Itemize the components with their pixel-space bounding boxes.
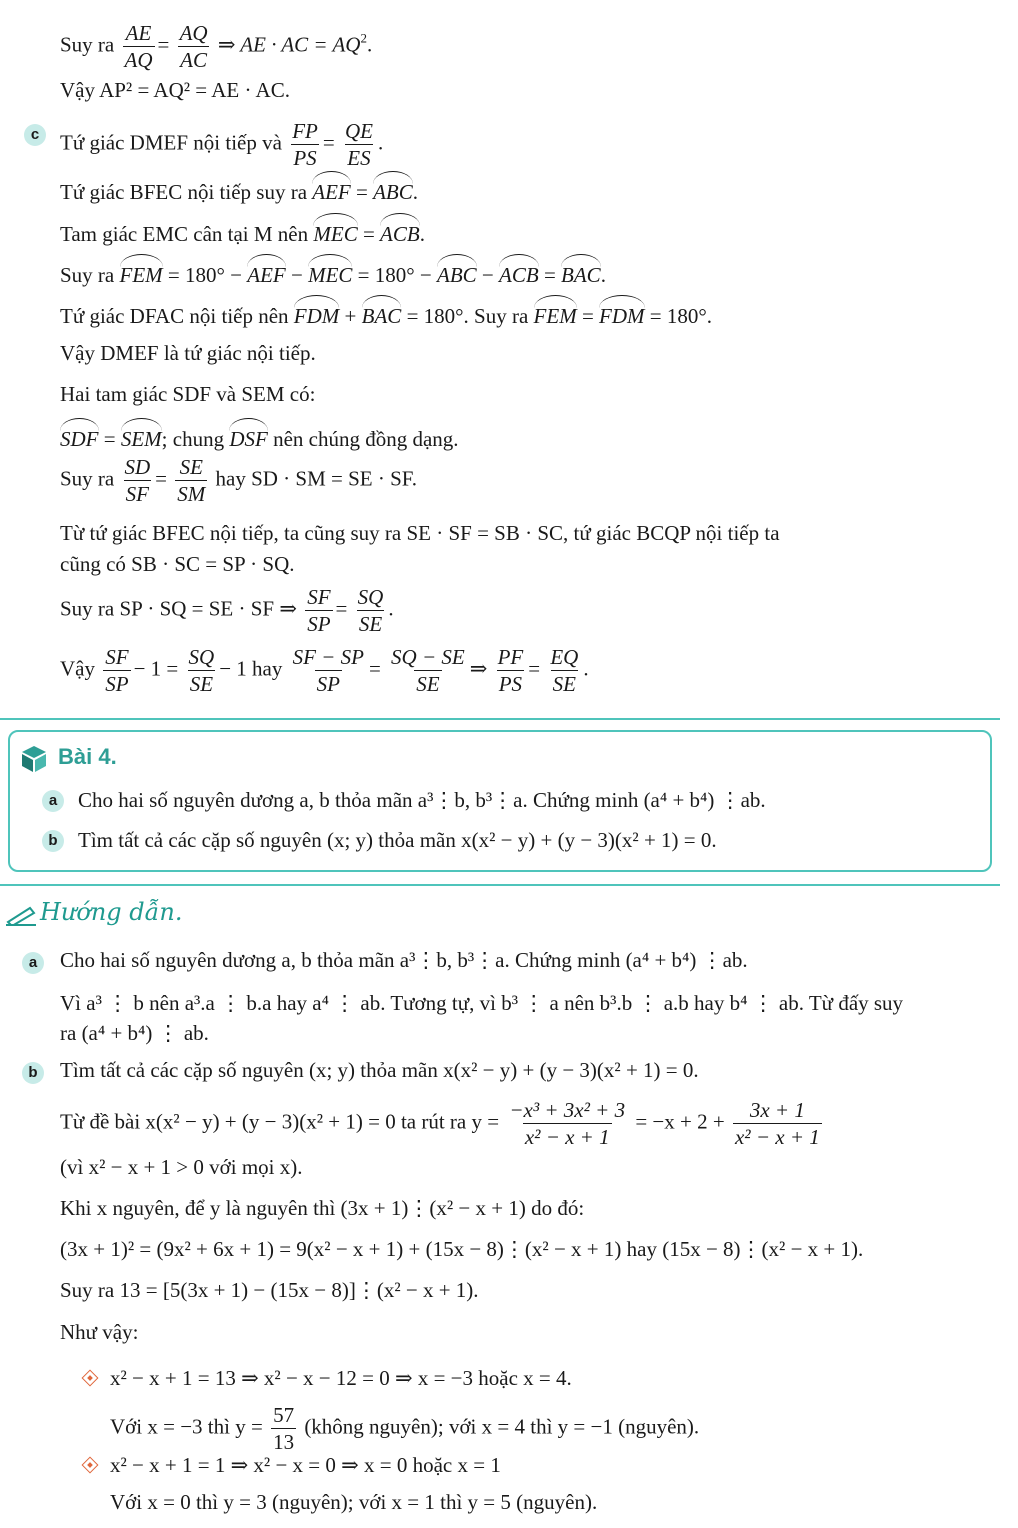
case-1: x² − x + 1 = 13 ⇒ x² − x − 12 = 0 ⇒ x = −3 hoặc x = 4.	[110, 1366, 572, 1390]
bullet-diamond-icon	[82, 1457, 99, 1474]
solution-b-line-1: Từ đề bài x(x² − y) + (y − 3)(x² + 1) = 0 ta rút ra y = $\frac{\text{−x³ + 3x² + 3}}{\text{x² − x + 1}}$ = −x + 2 + $\frac{3x + 1}{\text{x² − x + 1}}$	[60, 1098, 820, 1149]
case-2: x² − x + 1 = 1 ⇒ x² − x = 0 ⇒ x = 0 hoặc x = 1	[110, 1453, 501, 1477]
solution-b-line-5: Suy ra 13 = [5(3x + 1) − (15x − 8)]⋮(x² − x + 1).	[60, 1278, 479, 1302]
proof-line-15: Vậy $\frac{SF}{SP}$ − 1 = $\frac{SQ}{SE}$ − 1 hay $\frac{SF - SP}{SP}$ = $\frac{SQ - SE}{SE}$ ⇒ $\frac{PF}{PS}$ = $\frac{EQ}{SE}$ .	[60, 645, 589, 696]
problem-a-text: Cho hai số nguyên dương a, b thỏa mãn a³⋮b, b³⋮a. Chứng minh (a⁴ + b⁴) ⋮ab.	[78, 788, 766, 812]
proof-line-7: Tứ giác DFAC nội tiếp nên FDM + BAC = 180°. Suy ra FEM = FDM = 180°.	[60, 298, 712, 330]
proof-line-6: Suy ra FEM = 180° − AEF − MEC = 180° − ABC − ACB = BAC.	[60, 257, 606, 289]
case-1-sub: Với x = −3 thì y = $\frac{57}{13}$ (không nguyên); với x = 4 thì y = −1 (nguyên).	[110, 1403, 700, 1454]
proof-line-10: SDF = SEM; chung DSF nên chúng đồng dạng.	[60, 421, 459, 453]
problem-b-badge: b	[42, 830, 64, 852]
case-2-sub: Với x = 0 thì y = 3 (nguyên); với x = 1 thì y = 5 (nguyên).	[110, 1490, 598, 1514]
solution-b-line-3: Khi x nguyên, để y là nguyên thì (3x + 1)⋮(x² − x + 1) do đó:	[60, 1196, 585, 1220]
proof-line-5: Tam giác EMC cân tại M nên MEC = ACB.	[60, 216, 425, 248]
hint-title: Hướng dẫn.	[40, 898, 183, 926]
proof-line-14: Suy ra SP · SQ = SE · SF ⇒ $\frac{SF}{SP}$ = $\frac{SQ}{SE}$ .	[60, 585, 394, 636]
problem-b-text: Tìm tất cả các cặp số nguyên (x; y) thỏa mãn x(x² − y) + (y − 3)(x² + 1) = 0.	[78, 828, 717, 852]
solution-a-badge: a	[22, 952, 44, 974]
proof-line-11: Suy ra $\frac{SD}{SF}$ = $\frac{SE}{SM}$ hay SD · SM = SE · SF.	[60, 455, 418, 506]
problem-title: Bài 4.	[58, 744, 117, 769]
solution-b-line-6: Như vậy:	[60, 1320, 139, 1344]
proof-line-4: Tứ giác BFEC nội tiếp suy ra AEF = ABC.	[60, 174, 418, 206]
proof-line-3: Tứ giác DMEF nội tiếp và $\frac{FP}{PS}$ = $\frac{QE}{ES}$ .	[60, 119, 384, 170]
proof-line-12: Từ tứ giác BFEC nội tiếp, ta cũng suy ra SE · SF = SB · SC, tứ giác BCQP nội tiếp ta	[60, 521, 780, 545]
pencil-icon	[6, 904, 38, 926]
solution-b-text: Tìm tất cả các cặp số nguyên (x; y) thỏa mãn x(x² − y) + (y − 3)(x² + 1) = 0.	[60, 1058, 699, 1082]
proof-line-1: Suy ra $\frac{AE}{AQ}$ = $\frac{AQ}{AC}$ ⇒ AE · AC = $AQ^2$.	[60, 21, 373, 72]
bullet-diamond-icon	[82, 1370, 99, 1387]
proof-line-13: cũng có SB · SC = SP · SQ.	[60, 552, 295, 576]
cube-icon	[18, 744, 50, 774]
solution-b-badge: b	[22, 1062, 44, 1084]
solution-a-p2: ra (a⁴ + b⁴) ⋮ ab.	[60, 1021, 209, 1045]
solution-b-line-2: (vì x² − x + 1 > 0 với mọi x).	[60, 1155, 303, 1179]
solution-a-text: Cho hai số nguyên dương a, b thỏa mãn a³⋮b, b³⋮a. Chứng minh (a⁴ + b⁴) ⋮ab.	[60, 948, 748, 972]
solution-b-line-4: (3x + 1)² = (9x² + 6x + 1) = 9(x² − x + 1) + (15x − 8)⋮(x² − x + 1) hay (15x − 8)⋮(x² − x + 1).	[60, 1237, 864, 1261]
proof-line-8: Vậy DMEF là tứ giác nội tiếp.	[60, 341, 316, 365]
proof-line-2: Vậy AP² = AQ² = AE · AC.	[60, 78, 290, 102]
proof-line-9: Hai tam giác SDF và SEM có:	[60, 382, 316, 406]
part-c-badge: c	[24, 124, 46, 146]
problem-a-badge: a	[42, 790, 64, 812]
solution-a-p1: Vì a³ ⋮ b nên a³.a ⋮ b.a hay a⁴ ⋮ ab. Tương tự, vì b³ ⋮ a nên b³.b ⋮ a.b hay b⁴ ⋮ ab. Từ đấy suy	[60, 991, 904, 1015]
